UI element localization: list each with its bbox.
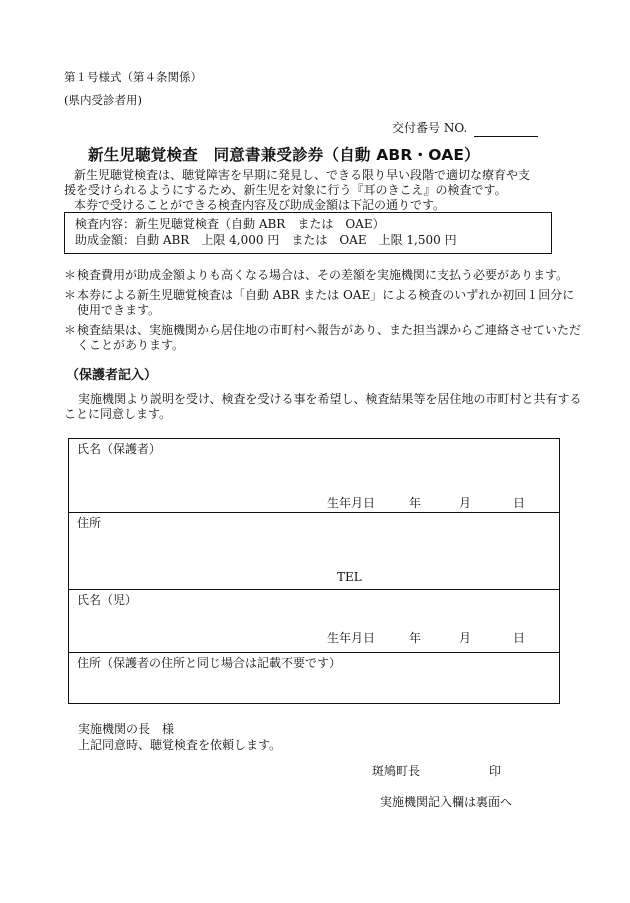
birth-date-label: 生年月日 <box>327 631 376 645</box>
day-label: 日 <box>513 496 526 510</box>
asterisk-mark: ＊ <box>64 268 77 282</box>
guardian-name-cell[interactable] <box>69 439 559 513</box>
back-side-note: 実施機関記入欄は裏面へ <box>380 795 513 809</box>
year-label: 年 <box>409 631 422 645</box>
form-number: 第１号様式（第４条関係） <box>64 70 202 84</box>
mayor-label: 斑鳩町長 <box>372 764 421 778</box>
child-address-label: 住所（保護者の住所と同じ場合は記載不要です） <box>77 656 342 670</box>
note-item <box>64 323 584 353</box>
intro-line: 本券で受けることができる検査内容及び助成金額は下記の通りです。 <box>74 198 446 212</box>
guardian-section-heading: （保護者記入） <box>66 368 158 383</box>
intro-paragraph <box>64 168 584 213</box>
child-name-label: 氏名（児） <box>77 593 138 607</box>
guardian-name-label: 氏名（保護者） <box>77 442 162 456</box>
issue-number-label: 交付番号 NO. <box>392 121 468 135</box>
seal-mark: 印 <box>489 764 502 778</box>
child-name-cell[interactable] <box>69 590 559 653</box>
consent-text: 実施機関より説明を受け、検査を受ける事を希望し、検査結果等を居住地の市町村と共有することに同意します。 <box>64 392 582 421</box>
subsidy-amount: 助成金額：自動 ABR 上限 4,000 円 または OAE 上限 1,500 円 <box>75 233 457 247</box>
month-label: 月 <box>459 631 472 645</box>
note-item <box>64 288 584 318</box>
asterisk-mark: ＊ <box>64 288 77 302</box>
note-text: 検査結果は、実施機関から居住地の市町村へ報告があり、また担当課からご連絡させていただくことがあります。 <box>77 323 582 352</box>
note-text: 検査費用が助成金額よりも高くなる場合は、その差額を実施機関に支払う必要があります。 <box>77 268 569 282</box>
intro-line: 新生児聴覚検査は、聴覚障害を早期に発見し、できる限り早い段階で適切な療育や支 <box>74 168 531 182</box>
document-title: 新生児聴覚検査 同意書兼受診券（自動 ABR・OAE） <box>88 146 480 164</box>
notes-list <box>64 268 584 358</box>
tel-label: TEL <box>337 570 362 584</box>
address-label: 住所 <box>77 516 102 530</box>
issue-number-field[interactable] <box>474 136 538 137</box>
form-target: (県内受診者用) <box>64 93 142 107</box>
birth-date-label: 生年月日 <box>327 496 376 510</box>
month-label: 月 <box>459 496 472 510</box>
day-label: 日 <box>513 631 526 645</box>
guardian-entry-table <box>68 438 560 704</box>
note-item <box>64 268 584 283</box>
intro-line: 援を受けられるようにするため、新生児を対象に行う『耳のきこえ』の検査です。 <box>64 183 507 197</box>
note-text: 本券による新生児聴覚検査は「自動 ABR または OAE」による検査のいずれか初回１回分に使用できます。 <box>77 288 575 317</box>
exam-request-text: 上記同意時、聴覚検査を依頼します。 <box>78 738 282 752</box>
year-label: 年 <box>409 496 422 510</box>
institution-head-label: 実施機関の長 様 <box>78 722 175 736</box>
address-cell[interactable] <box>69 513 559 590</box>
asterisk-mark: ＊ <box>64 323 77 337</box>
child-address-cell[interactable] <box>69 653 559 703</box>
exam-content: 検査内容：新生児聴覚検査（自動 ABR または OAE） <box>75 217 385 231</box>
exam-info-box <box>64 212 552 254</box>
